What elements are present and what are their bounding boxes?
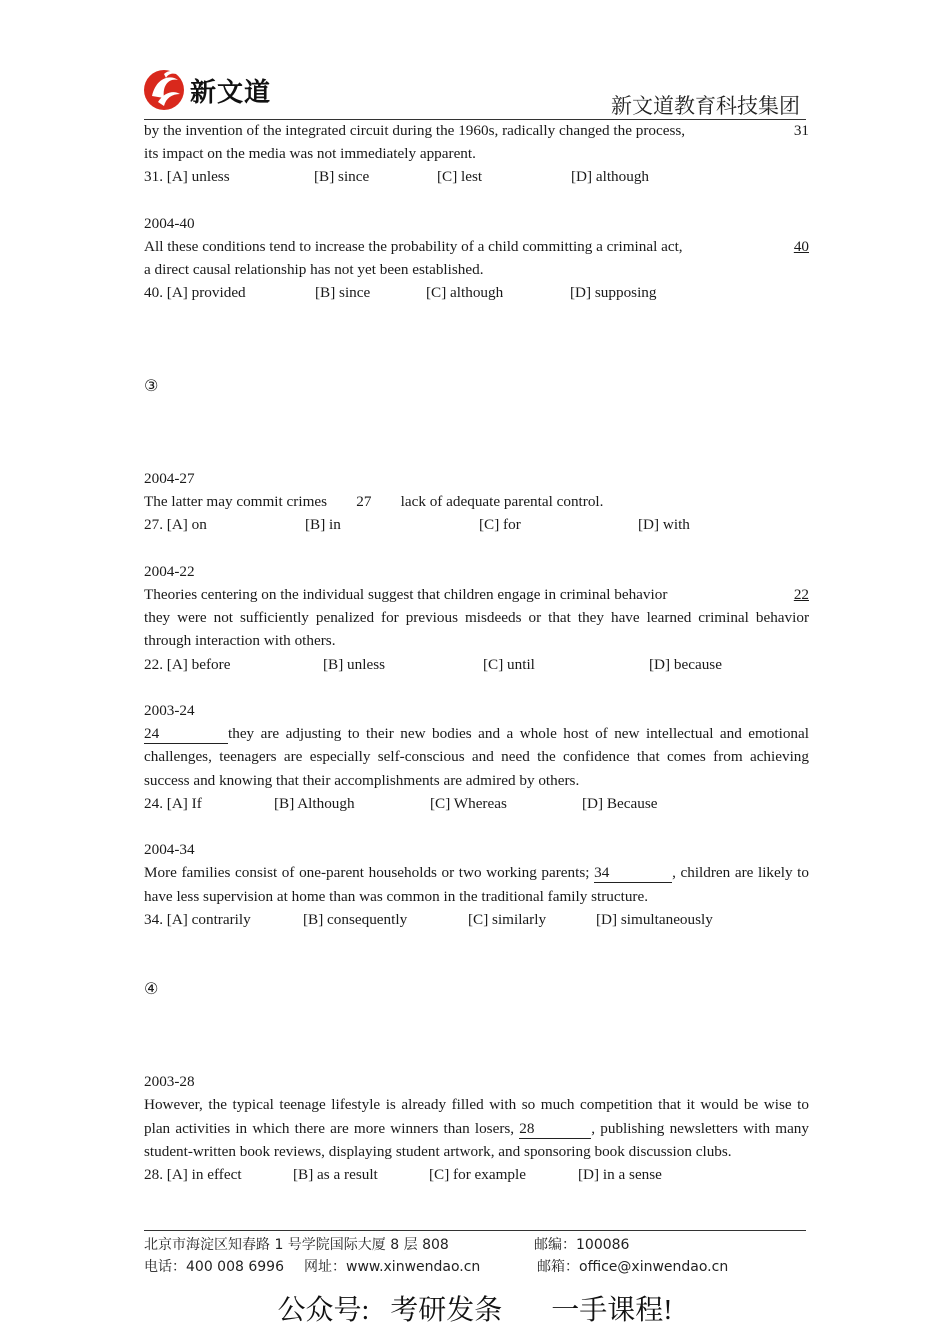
question-text: by the invention of the integrated circuit during the 1960s, radically changed the process, 31 bbox=[144, 119, 809, 142]
question-code: 2004-22 bbox=[144, 562, 195, 580]
option-row bbox=[144, 513, 809, 536]
option-c: [C] Whereas bbox=[430, 794, 507, 812]
footer-email: 邮箱：office@xinwendao.cn bbox=[537, 1259, 729, 1275]
option-row bbox=[144, 908, 809, 931]
watermark-text: 公众号: 考研发条 一手课程! bbox=[277, 1295, 673, 1326]
document-body bbox=[144, 119, 809, 1186]
blank-number: 27 bbox=[356, 493, 372, 511]
flame-logo-icon bbox=[142, 66, 188, 112]
question-text: All these conditions tend to increase the probability of a child committing a criminal act, 40 bbox=[144, 235, 809, 258]
question-code: 2004-40 bbox=[144, 214, 195, 232]
logo-text: 新文道 bbox=[190, 78, 272, 108]
footer-address: 北京市海淀区知春路 1 号学院国际大厦 8 层 808 bbox=[144, 1237, 449, 1253]
option-a: 40. [A] provided bbox=[144, 284, 246, 302]
question-text: More families consist of one-parent households or two working parents; 34 , children are likely to have less supervision at home than was common in the traditional family structure. bbox=[144, 864, 809, 905]
question-code: 2003-24 bbox=[144, 701, 195, 719]
option-c: [C] similarly bbox=[468, 910, 547, 928]
footer-postcode: 邮编：100086 bbox=[534, 1237, 630, 1253]
blank-number: 40 bbox=[793, 238, 809, 255]
section-marker: ③ bbox=[144, 376, 159, 396]
option-c: [C] for bbox=[479, 516, 521, 534]
option-row bbox=[144, 792, 809, 815]
option-c: [C] although bbox=[426, 284, 504, 302]
question-text: a direct causal relationship has not yet been established. bbox=[144, 261, 484, 279]
option-d: [D] although bbox=[571, 168, 650, 186]
question-code: 2004-34 bbox=[144, 841, 195, 859]
option-row bbox=[144, 281, 809, 304]
option-d: [D] in a sense bbox=[578, 1165, 662, 1183]
option-b: [B] unless bbox=[323, 655, 386, 673]
option-row bbox=[144, 653, 809, 676]
footer-website: 网址：www.xinwendao.cn bbox=[304, 1259, 481, 1275]
footer bbox=[144, 1234, 728, 1278]
option-b: [B] Although bbox=[274, 794, 355, 812]
option-a: 22. [A] before bbox=[144, 655, 231, 673]
question-text: The latter may commit crimes 27 lack of adequate parental control. bbox=[144, 490, 809, 513]
footer-divider bbox=[144, 1230, 806, 1231]
question-text: Theories centering on the individual suggest that children engage in criminal behavior 22 bbox=[144, 583, 809, 606]
question-text: 24 they are adjusting to their new bodies and a whole host of new intellectual and emotional challenges, teenagers are especially self-conscious and need the confidence that comes from achieving success and knowing that their accomplishments are admired by others. bbox=[144, 725, 809, 789]
option-d: [D] Because bbox=[582, 794, 658, 812]
option-d: [D] because bbox=[649, 655, 722, 673]
option-row bbox=[144, 165, 809, 188]
question-text: they were not sufficiently penalized for previous misdeeds or that they have learned criminal behavior through interaction with others. bbox=[144, 609, 809, 650]
option-d: [D] simultaneously bbox=[596, 910, 713, 928]
option-a: 34. [A] contrarily bbox=[144, 910, 251, 928]
option-row bbox=[144, 1163, 809, 1186]
option-b: [B] in bbox=[305, 516, 341, 534]
question-code: 2004-27 bbox=[144, 469, 195, 487]
option-c: [C] for example bbox=[429, 1165, 526, 1183]
option-c: [C] lest bbox=[437, 168, 483, 186]
blank-number: 31 bbox=[793, 122, 809, 139]
option-a: 27. [A] on bbox=[144, 516, 207, 534]
option-a: 28. [A] in effect bbox=[144, 1165, 242, 1183]
question-code: 2003-28 bbox=[144, 1073, 195, 1091]
option-d: [D] with bbox=[638, 516, 690, 534]
section-marker: ④ bbox=[144, 979, 159, 999]
blank-number: 34 bbox=[594, 864, 672, 883]
option-b: [B] since bbox=[314, 168, 370, 186]
option-d: [D] supposing bbox=[570, 284, 657, 302]
option-b: [B] consequently bbox=[303, 910, 408, 928]
blank-number: 24 bbox=[144, 725, 228, 744]
option-a: 24. [A] If bbox=[144, 794, 202, 812]
option-b: [B] as a result bbox=[293, 1165, 378, 1183]
org-name: 新文道教育科技集团 bbox=[611, 94, 800, 118]
option-c: [C] until bbox=[483, 655, 535, 673]
company-logo bbox=[142, 66, 282, 114]
question-text: However, the typical teenage lifestyle is already filled with so much competition that it would be wise to plan activities in which there are more winners than losers, 28 , publishing newsletters with many student-written book reviews, displaying student artwork, and sponsoring book discussion clubs. bbox=[144, 1096, 809, 1160]
footer-phone: 电话：400 008 6996 bbox=[144, 1259, 284, 1275]
blank-number: 28 bbox=[519, 1120, 591, 1139]
option-b: [B] since bbox=[315, 284, 371, 302]
option-a: 31. [A] unless bbox=[144, 168, 230, 186]
question-text: its impact on the media was not immediately apparent. bbox=[144, 145, 476, 163]
blank-number: 22 bbox=[793, 585, 809, 603]
